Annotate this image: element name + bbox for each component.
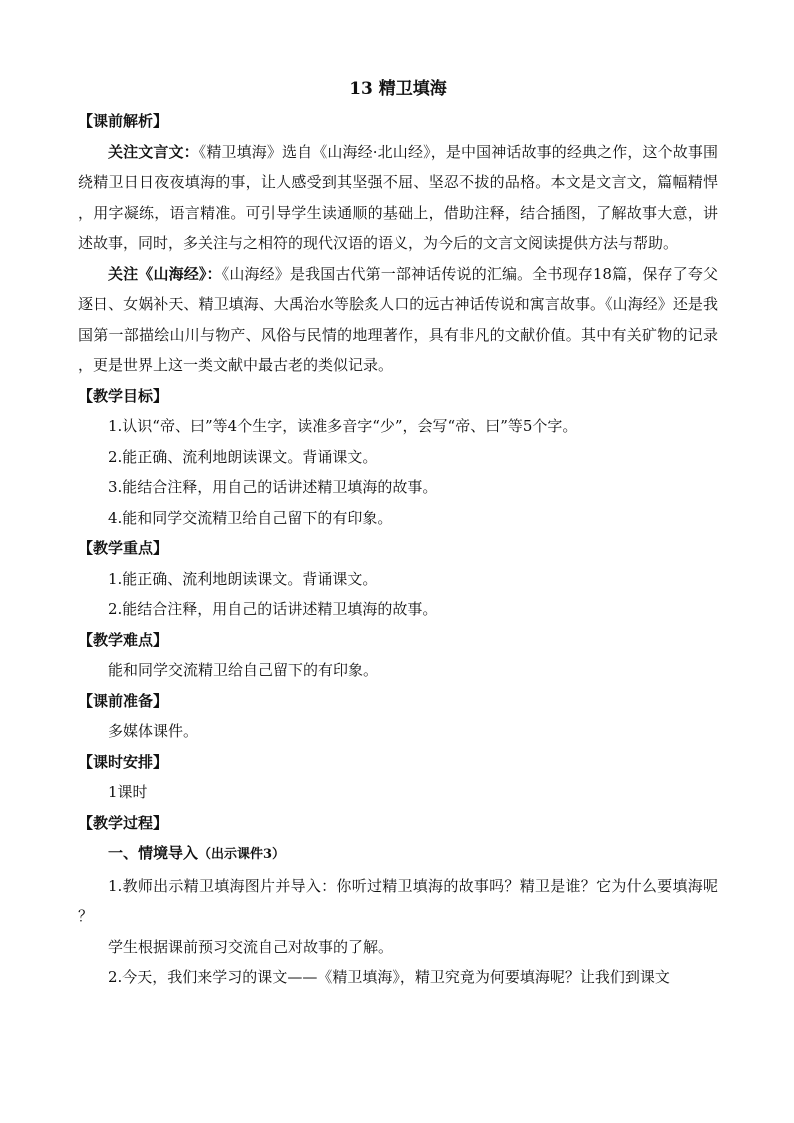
- list-item: 1.能正确、流利地朗读课文。背诵课文。: [108, 569, 378, 588]
- section-heading-difficulty: 【教学难点】: [78, 630, 169, 649]
- section-heading-preview: 【课前解析】: [78, 112, 169, 130]
- difficulty-text: 能和同学交流精卫给自己留下的有印象。: [108, 661, 379, 679]
- preview-paragraph-shanhaijing: [78, 259, 718, 381]
- schedule-text: 1课时: [108, 783, 148, 801]
- section-heading-prep: 【课前准备】: [78, 691, 169, 710]
- list-item: 2.今天，我们来学习的课文——《精卫填海》，精卫究竟为何要填海呢？让我们到课文: [108, 968, 670, 986]
- document-page: [78, 74, 718, 993]
- preview-paragraph-classical: [78, 137, 718, 259]
- section-heading-schedule: 【课时安排】: [78, 752, 169, 771]
- list-item: 学生根据课前预习交流自己对故事的了解。: [108, 937, 394, 956]
- section-heading-focus: 【教学重点】: [78, 539, 169, 557]
- list-item: 1.教师出示精卫填海图片并导入：你听过精卫填海的故事吗？精卫是谁？它为什么要填海呢？: [78, 876, 718, 925]
- prep-text: 多媒体课件。: [108, 722, 199, 740]
- list-item: 2.能正确、流利地朗读课文。背诵课文。: [108, 447, 378, 466]
- paragraph-lead: 关注《山海经》：: [108, 264, 222, 283]
- paragraph-lead: 关注文言文：: [108, 142, 199, 161]
- paragraph-text: 《山海经》是我国古代第一部神话传说的汇编。全书现存18篇，保存了夸父逐日、女娲补天、精卫填海、大禹治水等脍炙人口的远古神话传说和寓言故事。《山海经》还是我国第一部描绘山川与物产、风俗与民情的地理著作，具有非凡的文献价值。其中有关矿物的记录，更是世界上这一类文献中最古老的类似记录。: [78, 264, 718, 374]
- page-title: 13 精卫填海: [349, 79, 447, 99]
- subheading-note: （出示课件3）: [198, 847, 286, 862]
- section-heading-goals: 【教学目标】: [78, 386, 169, 405]
- subheading-text: 一、情境导入: [108, 844, 199, 862]
- process-subheading: [78, 838, 718, 871]
- list-item: 3.能结合注释，用自己的话讲述精卫填海的故事。: [108, 478, 438, 496]
- list-item: 1.认识“帝、曰”等4个生字，读准多音字“少”，会写“帝、曰”等5个字。: [108, 417, 578, 435]
- list-item: 2.能结合注释，用自己的话讲述精卫填海的故事。: [108, 600, 438, 618]
- paragraph-text: 《精卫填海》选自《山海经·北山经》，是中国神话故事的经典之作，这个故事围绕精卫日日夜夜填海的事，让人感受到其坚强不屈、坚忍不拔的品格。本文是文言文，篇幅精悍，用字凝练，语言精准。可引导学生读通顺的基础上，借助注释，结合插图，了解故事大意，讲述故事，同时，多关注与之相符的现代汉语的语义，为今后的文言文阅读提供方法与帮助。: [78, 142, 718, 252]
- section-heading-process: 【教学过程】: [78, 813, 169, 832]
- list-item: 4.能和同学交流精卫给自己留下的有印象。: [108, 508, 393, 527]
